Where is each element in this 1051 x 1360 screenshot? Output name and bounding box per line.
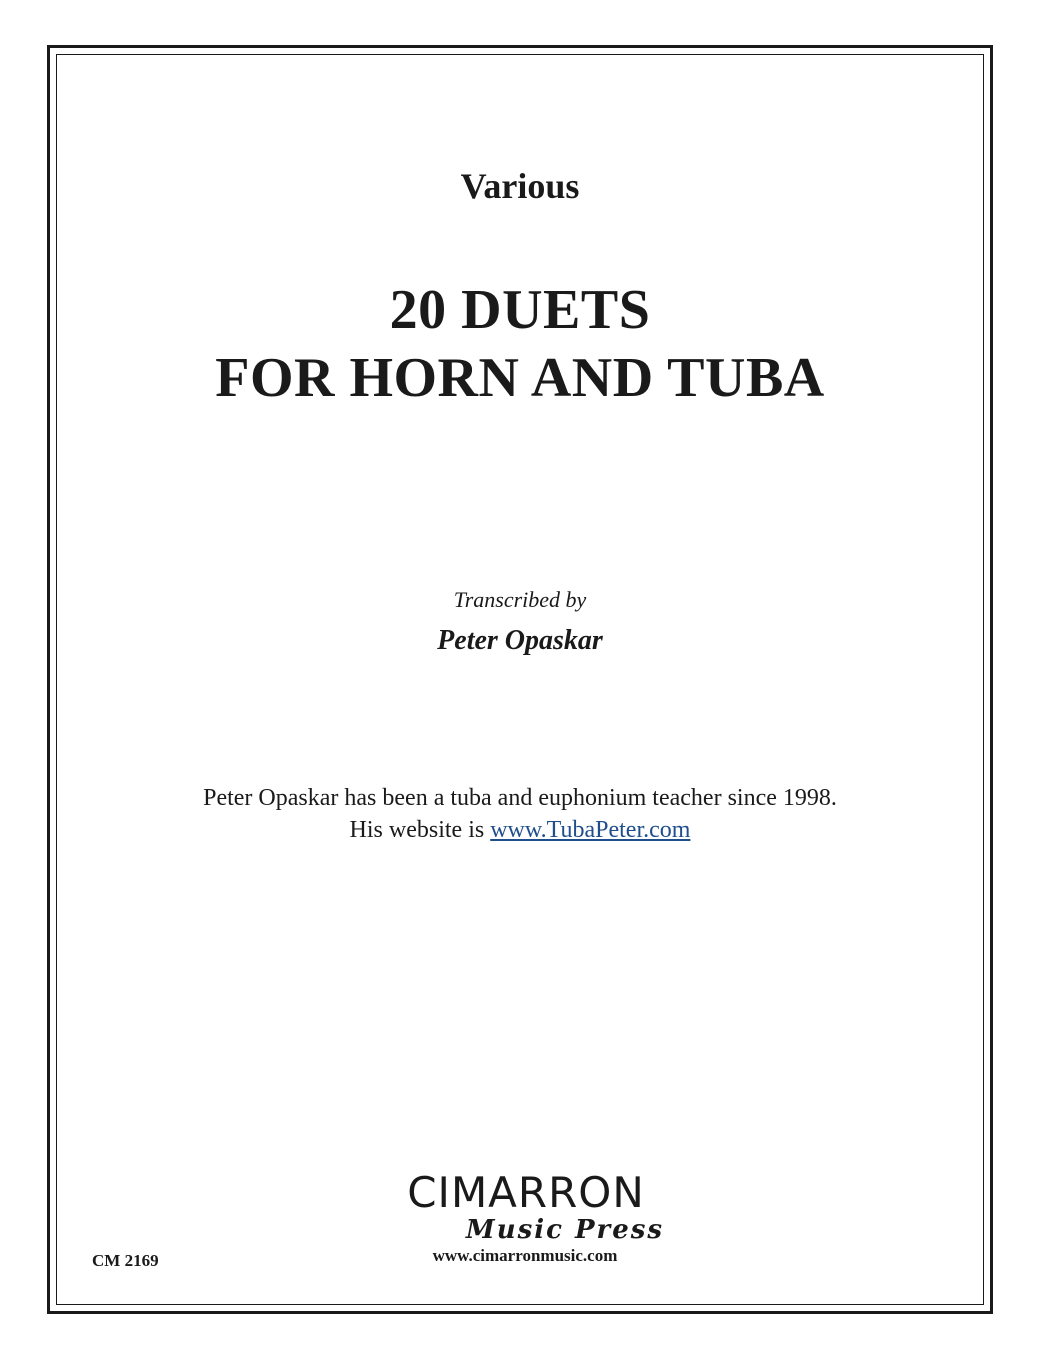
publisher-url: www.cimarronmusic.com (432, 1246, 618, 1265)
transcriber-name: Peter Opaskar (437, 625, 603, 656)
bio-line-1: Peter Opaskar has been a tuba and euphonium teacher since 1998. (203, 785, 837, 811)
title-line-2: FOR HORN AND TUBA (215, 347, 825, 409)
publisher-name: CIMARRON (407, 1168, 645, 1217)
inner-border (56, 54, 984, 1305)
composer-name: Various (460, 166, 580, 206)
catalog-number: CM 2169 (92, 1251, 159, 1270)
title-line-1: 20 DUETS (389, 279, 651, 341)
publisher-subtitle: Music Press (465, 1215, 665, 1245)
bio-text (0, 782, 1040, 846)
bio-line-2-prefix: His website is (349, 817, 491, 843)
transcribed-by-label: Transcribed by (453, 587, 587, 612)
bio-line-2 (0, 814, 1040, 846)
website-link[interactable]: www.TubaPeter.com (490, 817, 691, 843)
